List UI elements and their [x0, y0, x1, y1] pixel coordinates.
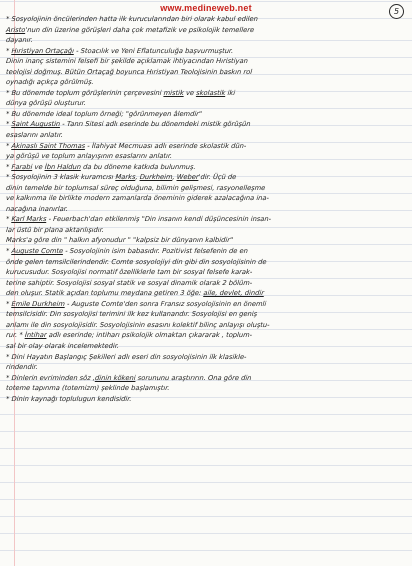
note-text: rindendir. [5, 363, 39, 372]
note-text: - Auguste Comte'den sonra Fransız sosyolojisinin en önemli [64, 299, 267, 308]
note-text: 'dir. Üçü de [198, 173, 237, 182]
note-line [6, 130, 409, 141]
note-text: , [135, 173, 141, 182]
underlined-term: Karl Marks [11, 215, 47, 224]
note-line [6, 77, 409, 88]
note-text: * [5, 141, 12, 150]
note-line [6, 151, 409, 162]
handwritten-notes [6, 14, 408, 404]
note-line [6, 67, 409, 78]
note-text: sorununu araştırırın. Ona göre din [135, 373, 252, 382]
note-line [6, 56, 409, 67]
note-line [6, 257, 409, 268]
note-text: * Sosyolojinin öncülerinden hatta ilk kurucularından biri olarak kabul edilen [5, 15, 259, 23]
underlined-term: Akinaslı Saint Thomas [11, 141, 86, 150]
note-text: rur. * [5, 331, 26, 340]
underlined-term: Farabi [11, 162, 33, 171]
note-line [6, 278, 409, 289]
note-line [6, 246, 409, 257]
note-line [6, 98, 409, 109]
note-line [6, 320, 409, 331]
note-text: 'nun din üzerine görüşleri daha çok metafizik ve psikolojik temellere [25, 25, 255, 34]
underlined-term: Aristo [5, 25, 26, 34]
note-line [6, 352, 409, 363]
note-line [6, 193, 409, 204]
note-text: ve [32, 162, 46, 171]
underlined-term: Weber [176, 173, 199, 182]
note-text: da bu döneme katkıda bulunmuş. [80, 162, 196, 171]
note-line [6, 362, 409, 373]
note-text: toteme tapınma (totemizm) şeklinde başlamıştır. [5, 384, 170, 393]
note-line [6, 141, 409, 152]
note-text: - Tanrı Sitesi adlı eserinde bu dönemdeki mistik görüşün [59, 120, 251, 129]
note-text: * Sosyolojinin 3 klasik kuramcısı [5, 173, 116, 182]
note-text: iki [225, 88, 236, 97]
page-number-badge: 5 [389, 4, 404, 19]
note-text: * Bu dönemde toplum görüşlerinin çerçevesini [5, 88, 164, 97]
underlined-term: Saint Augustin [11, 120, 61, 129]
note-line [6, 109, 409, 120]
note-text: * Dinin kaynağı toplulugun kendisidir. [5, 394, 132, 403]
note-line [6, 14, 409, 25]
note-text: kurucusudur. Sosyolojisi normatif özelliklerle tam bir sosyal felsefe karak- [5, 268, 253, 277]
note-text: ve kalkınma ile birlikte modern zamanlarda öneminin giderek azalacağına ina- [5, 194, 270, 203]
note-text: adlı eserinde; intiharı psikolojik olmaktan çıkararak , toplum- [46, 331, 253, 340]
note-text: * Bu dönemde ideal toplum örneği; "görünmeyen âlemdir" [5, 109, 203, 118]
note-text: anlamı ile din sosyolojisidir. Sosyolojisinin esasını kolektif bilinç anlayışı oluştu- [5, 320, 270, 329]
note-text: - Sosyolojinin isim babasıdır. Pozitivist felsefenin de en [62, 247, 249, 256]
underlined-term: Hıristiyan Ortaçağı [11, 46, 75, 55]
underlined-term: İntihar [24, 331, 47, 340]
note-text: ve [183, 88, 197, 97]
note-line [6, 267, 409, 278]
underlined-term: mistik [163, 88, 185, 97]
note-text: dinin temelde bir toplumsal süreç olduğuna, bilimin gelişmesi, rasyonelleşme [5, 183, 266, 192]
note-line [6, 46, 409, 57]
note-text: Dinin inanç sistemini felsefi bir şekilde açıklamak ihtiyacından Hıristiyan [5, 57, 249, 66]
underlined-term: Emile Durkheim [11, 299, 66, 308]
note-text: oynadığı açıkça görülmüş. [5, 78, 94, 87]
note-text: * [5, 46, 12, 55]
underlined-term: dinin kökeni [94, 373, 136, 382]
note-text: Marks'a göre din " halkın afyonudur " "kalpsiz bir dünyanın kalbidir" [5, 236, 234, 245]
note-text: * [5, 162, 12, 171]
note-line [6, 172, 409, 183]
note-line [6, 373, 409, 384]
underlined-term: skolastik [195, 88, 226, 97]
note-line [6, 288, 409, 299]
note-line [6, 214, 409, 225]
note-text: dayanır. [5, 36, 34, 45]
site-url-header: www.medineweb.net [160, 3, 252, 13]
note-line [6, 330, 409, 341]
note-text: den oluşur. Statik açıdan toplumu meydana getiren 3 öğe: [5, 289, 204, 298]
note-line [6, 394, 409, 405]
note-line [6, 204, 409, 215]
note-text: önde gelen temsilcilerindendir. Comte sosyolojiyi din gibi din sosyolojisinin de [5, 257, 267, 266]
underlined-term: Marks [115, 173, 136, 182]
note-text: * Dinlerin evriminden söz , [5, 373, 96, 382]
note-line [6, 119, 409, 130]
note-text: * [5, 247, 12, 256]
note-line [6, 88, 409, 99]
note-line [6, 25, 409, 36]
note-text: esaslarını anlatır. [5, 131, 64, 140]
note-text: nacağına inanırlar. [5, 204, 69, 213]
note-text: temsilcisidir. Din sosyolojisi terimini ilk kez kullanandır. Sosyolojisi en geniş [5, 310, 258, 319]
note-text: - Stoacılık ve Yeni Eflatunculuğa başvurmuştur. [73, 46, 234, 55]
underlined-term: aile, devlet, dindir [203, 289, 265, 298]
note-line [6, 309, 409, 320]
note-text: * [5, 120, 12, 129]
note-text: lar üstü bir plana aktarılışıdır. [5, 225, 105, 234]
note-text: ya görüşü ve toplum anlayışının esaslarını anlatır. [5, 152, 173, 161]
note-text: * [5, 215, 12, 224]
note-text: * [5, 299, 12, 308]
underlined-term: Durkheim [139, 173, 173, 182]
note-text: - Feuerbach'dan etkilenmiş "Din insanın kendi düşüncesinin insan- [46, 215, 272, 224]
note-line [6, 183, 409, 194]
note-text: - İlahiyat Mecmuası adlı eserinde skolastik dün- [84, 141, 247, 150]
note-line [6, 341, 409, 352]
note-line [6, 35, 409, 46]
note-text: sal bir olay olarak incelemektedir. [5, 341, 120, 350]
note-text: * Dini Hayatın Başlangıç Şekilleri adlı eseri din sosyolojisinin ilk klasikle- [5, 352, 247, 361]
underlined-term: İbn Haldun [44, 162, 82, 171]
underlined-term: Auguste Comte [11, 247, 64, 256]
note-line [6, 299, 409, 310]
note-text: terine sahiptir. Sosyolojisi sosyal statik ve sosyal dinamik olarak 2 bölüm- [5, 278, 253, 287]
note-line [6, 162, 409, 173]
note-text: dünya görüşü oluşturur. [5, 99, 87, 108]
note-line [6, 235, 409, 246]
note-text: teolojisi doğmuş. Bütün Ortaçağ boyunca Hıristiyan Teolojisinin baskın rol [5, 67, 253, 76]
note-line [6, 383, 409, 394]
note-text: , [172, 173, 178, 182]
note-line [6, 225, 409, 236]
